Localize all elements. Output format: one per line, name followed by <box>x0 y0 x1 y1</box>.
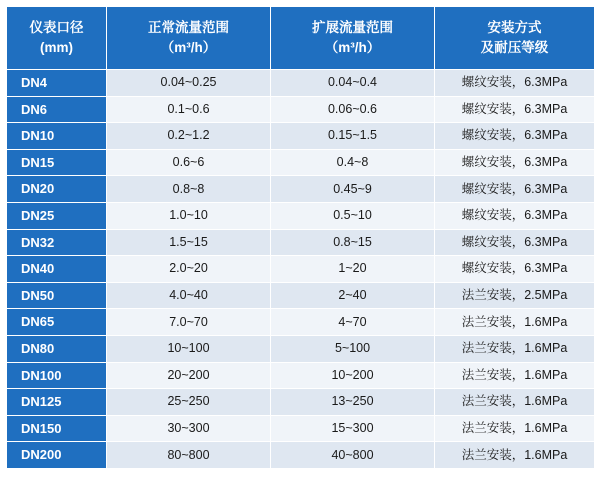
cell-installation: 螺纹安装，6.3MPa <box>435 229 595 256</box>
cell-normal-range: 2.0~20 <box>107 256 271 283</box>
table-row <box>7 123 595 150</box>
cell-diameter: DN4 <box>7 70 107 97</box>
column-header-diameter-line1: 仪表口径 <box>29 20 84 36</box>
cell-extended-range: 5~100 <box>271 335 435 362</box>
cell-diameter: DN25 <box>7 202 107 229</box>
table-header <box>7 7 595 70</box>
cell-diameter: DN125 <box>7 389 107 416</box>
cell-extended-range: 13~250 <box>271 389 435 416</box>
table-row <box>7 149 595 176</box>
cell-diameter: DN32 <box>7 229 107 256</box>
table-row <box>7 176 595 203</box>
table-row <box>7 70 595 97</box>
cell-normal-range: 80~800 <box>107 442 271 469</box>
cell-diameter: DN100 <box>7 362 107 389</box>
cell-diameter: DN20 <box>7 176 107 203</box>
cell-normal-range: 1.0~10 <box>107 202 271 229</box>
cell-extended-range: 10~200 <box>271 362 435 389</box>
table-row <box>7 389 595 416</box>
column-header-extended-range <box>271 7 435 70</box>
cell-normal-range: 10~100 <box>107 335 271 362</box>
cell-extended-range: 40~800 <box>271 442 435 469</box>
table-row <box>7 362 595 389</box>
column-header-installation-line2: 及耐压等级 <box>480 40 549 55</box>
column-header-installation-line1: 安装方式 <box>487 20 542 36</box>
cell-extended-range: 0.8~15 <box>271 229 435 256</box>
cell-normal-range: 4.0~40 <box>107 282 271 309</box>
cell-normal-range: 0.6~6 <box>107 149 271 176</box>
column-header-diameter <box>7 7 107 70</box>
cell-diameter: DN15 <box>7 149 107 176</box>
column-header-normal-range-line2: （m³/h） <box>160 40 217 55</box>
column-header-diameter-line2: (mm) <box>40 40 73 55</box>
cell-installation: 法兰安装，2.5MPa <box>435 282 595 309</box>
cell-installation: 螺纹安装，6.3MPa <box>435 96 595 123</box>
table-row <box>7 202 595 229</box>
cell-diameter: DN80 <box>7 335 107 362</box>
cell-installation: 螺纹安装，6.3MPa <box>435 176 595 203</box>
table-row <box>7 256 595 283</box>
table-row <box>7 282 595 309</box>
column-header-extended-range-line1: 扩展流量范围 <box>312 20 393 36</box>
cell-installation: 螺纹安装，6.3MPa <box>435 149 595 176</box>
cell-extended-range: 0.45~9 <box>271 176 435 203</box>
cell-installation: 法兰安装，1.6MPa <box>435 389 595 416</box>
column-header-extended-range-line2: （m³/h） <box>324 40 381 55</box>
cell-installation: 法兰安装，1.6MPa <box>435 442 595 469</box>
cell-installation: 法兰安装，1.6MPa <box>435 362 595 389</box>
column-header-normal-range <box>107 7 271 70</box>
cell-normal-range: 0.2~1.2 <box>107 123 271 150</box>
cell-diameter: DN6 <box>7 96 107 123</box>
cell-normal-range: 7.0~70 <box>107 309 271 336</box>
cell-normal-range: 0.04~0.25 <box>107 70 271 97</box>
table-row <box>7 335 595 362</box>
cell-extended-range: 15~300 <box>271 415 435 442</box>
table-row <box>7 309 595 336</box>
column-header-normal-range-line1: 正常流量范围 <box>148 20 229 36</box>
cell-extended-range: 0.5~10 <box>271 202 435 229</box>
cell-normal-range: 1.5~15 <box>107 229 271 256</box>
cell-diameter: DN65 <box>7 309 107 336</box>
cell-normal-range: 20~200 <box>107 362 271 389</box>
cell-extended-range: 0.4~8 <box>271 149 435 176</box>
cell-installation: 法兰安装，1.6MPa <box>435 415 595 442</box>
table-body <box>7 70 595 469</box>
column-header-installation <box>435 7 595 70</box>
cell-extended-range: 1~20 <box>271 256 435 283</box>
table-row <box>7 442 595 469</box>
cell-extended-range: 0.15~1.5 <box>271 123 435 150</box>
table-row <box>7 96 595 123</box>
cell-normal-range: 0.1~0.6 <box>107 96 271 123</box>
cell-extended-range: 4~70 <box>271 309 435 336</box>
cell-diameter: DN200 <box>7 442 107 469</box>
table-header-row <box>7 7 595 70</box>
cell-installation: 螺纹安装，6.3MPa <box>435 123 595 150</box>
cell-installation: 法兰安装，1.6MPa <box>435 309 595 336</box>
cell-extended-range: 2~40 <box>271 282 435 309</box>
cell-installation: 螺纹安装，6.3MPa <box>435 202 595 229</box>
cell-installation: 螺纹安装，6.3MPa <box>435 256 595 283</box>
cell-normal-range: 25~250 <box>107 389 271 416</box>
flow-meter-spec-table <box>6 6 595 469</box>
cell-diameter: DN150 <box>7 415 107 442</box>
cell-extended-range: 0.06~0.6 <box>271 96 435 123</box>
cell-installation: 法兰安装，1.6MPa <box>435 335 595 362</box>
cell-normal-range: 30~300 <box>107 415 271 442</box>
cell-installation: 螺纹安装，6.3MPa <box>435 70 595 97</box>
cell-extended-range: 0.04~0.4 <box>271 70 435 97</box>
cell-diameter: DN10 <box>7 123 107 150</box>
cell-diameter: DN50 <box>7 282 107 309</box>
cell-diameter: DN40 <box>7 256 107 283</box>
table-row <box>7 415 595 442</box>
table-row <box>7 229 595 256</box>
cell-normal-range: 0.8~8 <box>107 176 271 203</box>
